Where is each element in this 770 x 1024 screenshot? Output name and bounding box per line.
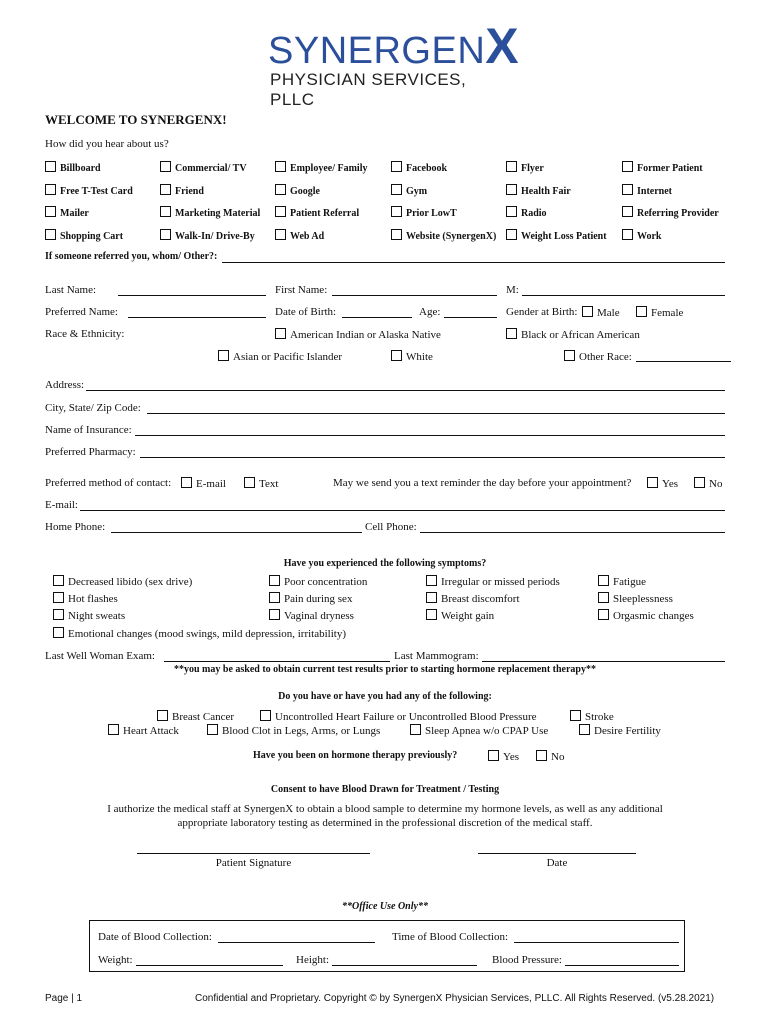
checkbox-icon[interactable]	[488, 750, 499, 761]
checkbox-icon[interactable]	[275, 229, 286, 240]
symptom-label: Vaginal dryness	[284, 610, 354, 622]
hear-option[interactable]	[506, 206, 547, 219]
race-option-label: Black or African American	[521, 329, 640, 341]
blood-pressure-field[interactable]	[565, 965, 679, 966]
race-option-label: Other Race:	[579, 351, 632, 363]
checkbox-icon[interactable]	[275, 184, 286, 195]
condition-label: Desire Fertility	[594, 725, 661, 737]
symptom-option[interactable]	[53, 592, 118, 605]
cell-phone-field[interactable]	[420, 532, 725, 533]
checkbox-icon[interactable]	[275, 328, 286, 339]
gender-female-label: Female	[651, 307, 684, 319]
collection-date-label: Date of Blood Collection:	[98, 931, 212, 943]
hear-option[interactable]	[45, 161, 101, 174]
race-option[interactable]	[275, 328, 441, 341]
company-logo	[268, 18, 520, 109]
other-race-field[interactable]	[636, 361, 731, 362]
condition-option[interactable]	[579, 724, 661, 737]
well-woman-field[interactable]	[164, 661, 390, 662]
hear-option-label: Patient Referral	[290, 208, 360, 219]
preferred-name-field[interactable]	[128, 317, 266, 318]
mammogram-label: Last Mammogram:	[394, 650, 479, 662]
logo-text: SYNERGEN	[268, 30, 486, 72]
symptom-label: Emotional changes (mood swings, mild depression, irritability)	[68, 628, 347, 640]
race-option[interactable]	[391, 350, 433, 363]
first-name-field[interactable]	[332, 295, 497, 296]
condition-option[interactable]	[410, 724, 548, 737]
preferred-name-label: Preferred Name:	[45, 306, 118, 318]
checkbox-icon[interactable]	[160, 206, 171, 217]
checkbox-icon[interactable]	[391, 229, 402, 240]
hear-option-label: Website (SynergenX)	[406, 231, 497, 242]
checkbox-icon[interactable]	[506, 161, 517, 172]
checkbox-icon[interactable]	[536, 750, 547, 761]
email-field[interactable]	[80, 510, 725, 511]
insurance-label: Name of Insurance:	[45, 424, 132, 436]
contact-text-option[interactable]	[244, 477, 278, 490]
checkbox-icon[interactable]	[45, 206, 56, 217]
weight-label: Weight:	[98, 954, 133, 966]
checkbox-icon[interactable]	[244, 477, 255, 488]
checkbox-icon[interactable]	[53, 609, 64, 620]
dob-field[interactable]	[342, 317, 412, 318]
reminder-yes-label: Yes	[662, 478, 679, 490]
mammogram-field[interactable]	[482, 661, 725, 662]
address-label: Address:	[45, 379, 85, 391]
checkbox-icon[interactable]	[275, 161, 286, 172]
hear-option[interactable]	[391, 229, 496, 242]
insurance-field[interactable]	[135, 435, 725, 436]
hear-option-label: Web Ad	[290, 231, 325, 242]
checkbox-icon[interactable]	[622, 161, 633, 172]
signature-date-field[interactable]	[478, 853, 636, 854]
gender-female-option[interactable]	[636, 306, 683, 319]
checkbox-icon[interactable]	[598, 575, 609, 586]
hear-option[interactable]	[275, 184, 320, 197]
symptom-label: Weight gain	[441, 610, 495, 622]
condition-label: Uncontrolled Heart Failure or Uncontrolled Blood Pressure	[275, 711, 537, 723]
first-name-label: First Name:	[275, 284, 328, 296]
email-label: E-mail:	[45, 499, 78, 511]
checkbox-icon[interactable]	[391, 161, 402, 172]
checkbox-icon[interactable]	[160, 161, 171, 172]
home-phone-label: Home Phone:	[45, 521, 106, 533]
city-field[interactable]	[147, 413, 725, 414]
height-label: Height:	[296, 954, 329, 966]
reminder-no-option[interactable]	[694, 477, 722, 490]
checkbox-icon[interactable]	[582, 306, 593, 317]
hear-option[interactable]	[275, 229, 324, 242]
hear-option[interactable]	[45, 229, 123, 242]
hear-option[interactable]	[160, 206, 260, 219]
condition-label: Blood Clot in Legs, Arms, or Lungs	[222, 725, 381, 737]
hear-option[interactable]	[160, 184, 204, 197]
checkbox-icon[interactable]	[45, 184, 56, 195]
checkbox-icon[interactable]	[506, 184, 517, 195]
pharmacy-label: Preferred Pharmacy:	[45, 446, 136, 458]
contact-method-label: Preferred method of contact:	[45, 477, 172, 489]
hear-option-label: Commercial/ TV	[175, 163, 247, 174]
reminder-yes-option[interactable]	[647, 477, 678, 490]
condition-label: Sleep Apnea w/o CPAP Use	[425, 725, 549, 737]
last-name-field[interactable]	[118, 295, 266, 296]
signature-label: Patient Signature	[215, 857, 292, 869]
condition-label: Heart Attack	[123, 725, 179, 737]
symptom-label: Night sweats	[68, 610, 126, 622]
condition-label: Breast Cancer	[172, 711, 234, 723]
contact-text-label: Text	[259, 478, 279, 490]
hear-question: How did you hear about us?	[45, 138, 169, 150]
checkbox-icon[interactable]	[622, 206, 633, 217]
symptom-option[interactable]	[269, 609, 354, 622]
hear-option-label: Facebook	[406, 163, 448, 174]
condition-label: Stroke	[585, 711, 614, 723]
hear-option[interactable]	[622, 161, 703, 174]
checkbox-icon[interactable]	[570, 710, 581, 721]
checkbox-icon[interactable]	[426, 609, 437, 620]
referred-label: If someone referred you, whom/ Other?:	[45, 251, 218, 262]
checkbox-icon[interactable]	[260, 710, 271, 721]
hear-option[interactable]	[275, 206, 359, 219]
office-use-heading: **Office Use Only**	[342, 901, 428, 912]
hear-option[interactable]	[160, 161, 247, 174]
hear-option[interactable]	[391, 161, 447, 174]
race-option-other[interactable]	[564, 350, 632, 363]
race-option-label: American Indian or Alaska Native	[290, 329, 441, 341]
hear-option-label: Employee/ Family	[290, 163, 368, 174]
symptom-label: Sleeplessness	[613, 593, 673, 605]
hear-option-label: Radio	[521, 208, 547, 219]
hear-option[interactable]	[622, 229, 661, 242]
checkbox-icon[interactable]	[53, 627, 64, 638]
reminder-question: May we send you a text reminder the day before your appointment?	[333, 477, 632, 489]
symptom-label: Pain during sex	[284, 593, 353, 605]
gender-male-label: Male	[597, 307, 620, 319]
symptom-option[interactable]	[426, 575, 560, 588]
collection-time-field[interactable]	[514, 942, 679, 943]
symptom-option[interactable]	[598, 609, 694, 622]
gender-male-option[interactable]	[582, 306, 620, 319]
race-option-label: Asian or Pacific Islander	[233, 351, 343, 363]
race-option-label: White	[406, 351, 433, 363]
blood-pressure-label: Blood Pressure:	[492, 954, 562, 966]
hear-option[interactable]	[160, 229, 255, 242]
symptom-option[interactable]	[269, 575, 367, 588]
hormone-yes-label: Yes	[503, 751, 520, 763]
condition-option[interactable]	[207, 724, 380, 737]
city-label: City, State/ Zip Code:	[45, 402, 141, 414]
hear-option[interactable]	[506, 184, 571, 197]
hear-option[interactable]	[45, 184, 133, 197]
symptom-option[interactable]	[426, 592, 520, 605]
signature-date-label: Date	[546, 857, 568, 869]
checkbox-icon[interactable]	[181, 477, 192, 488]
checkbox-icon[interactable]	[45, 161, 56, 172]
checkbox-icon[interactable]	[160, 184, 171, 195]
checkbox-icon[interactable]	[391, 184, 402, 195]
hear-option-label: Friend	[175, 186, 204, 197]
symptom-label: Orgasmic changes	[613, 610, 694, 622]
hear-option-label: Referring Provider	[637, 208, 719, 219]
checkbox-icon[interactable]	[45, 229, 56, 240]
checkbox-icon[interactable]	[160, 229, 171, 240]
home-phone-field[interactable]	[111, 532, 362, 533]
collection-time-label: Time of Blood Collection:	[392, 931, 509, 943]
exam-note: **you may be asked to obtain current test results prior to starting hormone replacement therapy**	[173, 664, 596, 675]
weight-field[interactable]	[136, 965, 283, 966]
checkbox-icon[interactable]	[269, 592, 280, 603]
hear-option-label: Work	[637, 231, 662, 242]
checkbox-icon[interactable]	[157, 710, 168, 721]
hormone-no-option[interactable]	[536, 750, 564, 763]
symptom-label: Irregular or missed periods	[441, 576, 560, 588]
symptom-option[interactable]	[53, 627, 346, 640]
consent-text-line2: appropriate laboratory testing as determined in the professional discretion of the medical staff.	[177, 817, 593, 829]
consent-heading: Consent to have Blood Drawn for Treatment / Testing	[270, 784, 500, 795]
symptom-option[interactable]	[598, 575, 646, 588]
hormone-question: Have you been on hormone therapy previously?	[253, 750, 458, 761]
condition-option[interactable]	[108, 724, 179, 737]
signature-field[interactable]	[137, 853, 370, 854]
hear-option[interactable]	[622, 184, 672, 197]
gender-label: Gender at Birth:	[506, 306, 578, 318]
hormone-yes-option[interactable]	[488, 750, 519, 763]
race-label: Race & Ethnicity:	[45, 328, 125, 340]
hear-option-label: Walk-In/ Drive-By	[175, 231, 255, 242]
hear-option-label: Billboard	[60, 163, 101, 174]
checkbox-icon[interactable]	[506, 206, 517, 217]
mi-label: M:	[506, 284, 519, 296]
condition-option[interactable]	[570, 710, 614, 723]
checkbox-icon[interactable]	[410, 724, 421, 735]
welcome-heading: WELCOME TO SYNERGENX!	[45, 112, 227, 127]
checkbox-icon[interactable]	[622, 229, 633, 240]
hear-option[interactable]	[391, 184, 427, 197]
condition-option[interactable]	[157, 710, 234, 723]
hear-option-label: Flyer	[521, 163, 544, 174]
checkbox-icon[interactable]	[275, 206, 286, 217]
symptom-label: Fatigue	[613, 576, 646, 588]
hear-option[interactable]	[45, 206, 89, 219]
page-number: Page | 1	[45, 993, 83, 1004]
checkbox-icon[interactable]	[647, 477, 658, 488]
reminder-no-label: No	[709, 478, 723, 490]
checkbox-icon[interactable]	[426, 592, 437, 603]
mi-field[interactable]	[522, 295, 725, 296]
checkbox-icon[interactable]	[53, 575, 64, 586]
checkbox-icon[interactable]	[391, 206, 402, 217]
conditions-heading: Do you have or have you had any of the following:	[278, 691, 492, 702]
symptom-option[interactable]	[53, 575, 192, 588]
last-name-label: Last Name:	[45, 284, 97, 296]
checkbox-icon[interactable]	[426, 575, 437, 586]
hear-option-label: Internet	[637, 186, 672, 197]
hear-option[interactable]	[275, 161, 368, 174]
hear-option-label: Marketing Material	[175, 208, 261, 219]
checkbox-icon[interactable]	[108, 724, 119, 735]
checkbox-icon[interactable]	[598, 609, 609, 620]
checkbox-icon[interactable]	[622, 184, 633, 195]
symptom-label: Breast discomfort	[441, 593, 520, 605]
condition-option[interactable]	[260, 710, 537, 723]
hear-option-label: Prior LowT	[406, 208, 457, 219]
hear-option[interactable]	[391, 206, 457, 219]
symptom-label: Hot flashes	[68, 593, 118, 605]
hear-option[interactable]	[622, 206, 719, 219]
symptom-option[interactable]	[426, 609, 494, 622]
logo-subtitle: PHYSICIAN SERVICES, PLLC	[270, 70, 467, 109]
dob-label: Date of Birth:	[275, 306, 337, 318]
well-woman-label: Last Well Woman Exam:	[45, 650, 155, 662]
checkbox-icon[interactable]	[269, 609, 280, 620]
age-field[interactable]	[444, 317, 497, 318]
symptoms-heading: Have you experienced the following symptoms?	[283, 558, 487, 569]
hear-option[interactable]	[506, 161, 544, 174]
checkbox-icon[interactable]	[579, 724, 590, 735]
hear-option-label: Mailer	[60, 208, 89, 219]
collection-date-field[interactable]	[218, 942, 375, 943]
symptom-option[interactable]	[598, 592, 673, 605]
address-field[interactable]	[86, 390, 725, 391]
symptom-option[interactable]	[53, 609, 125, 622]
symptom-label: Decreased libido (sex drive)	[68, 576, 193, 588]
checkbox-icon[interactable]	[53, 592, 64, 603]
hear-option-label: Weight Loss Patient	[521, 231, 607, 242]
hear-option-label: Google	[290, 186, 320, 197]
checkbox-icon[interactable]	[391, 350, 402, 361]
hear-option-label: Free T-Test Card	[60, 186, 133, 197]
symptom-label: Poor concentration	[284, 576, 368, 588]
hear-option[interactable]	[506, 229, 607, 242]
checkbox-icon[interactable]	[598, 592, 609, 603]
checkbox-icon[interactable]	[564, 350, 575, 361]
logo-x-mark: X	[485, 18, 520, 74]
checkbox-icon[interactable]	[694, 477, 705, 488]
symptom-option[interactable]	[269, 592, 352, 605]
checkbox-icon[interactable]	[636, 306, 647, 317]
checkbox-icon[interactable]	[269, 575, 280, 586]
hear-option-label: Gym	[406, 186, 428, 197]
age-label: Age:	[419, 306, 441, 318]
copyright-notice: Confidential and Proprietary. Copyright © by SynergenX Physician Services, PLLC. All Rights Reserved. (v5.28.2021)	[195, 993, 715, 1004]
contact-email-option[interactable]	[181, 477, 226, 490]
checkbox-icon[interactable]	[506, 328, 517, 339]
hormone-no-label: No	[551, 751, 565, 763]
hear-option-label: Health Fair	[521, 186, 571, 197]
referred-field[interactable]	[222, 262, 725, 263]
height-field[interactable]	[332, 965, 477, 966]
pharmacy-field[interactable]	[140, 457, 725, 458]
hear-option-label: Former Patient	[637, 163, 703, 174]
checkbox-icon[interactable]	[218, 350, 229, 361]
checkbox-icon[interactable]	[506, 229, 517, 240]
race-option[interactable]	[218, 350, 342, 363]
checkbox-icon[interactable]	[207, 724, 218, 735]
hear-option-label: Shopping Cart	[60, 231, 124, 242]
contact-email-label: E-mail	[196, 478, 226, 490]
cell-phone-label: Cell Phone:	[365, 521, 417, 533]
consent-text-line1: I authorize the medical staff at SynergenX to obtain a blood sample to determine my hormone levels, as well as any additional	[107, 803, 663, 815]
race-option[interactable]	[506, 328, 640, 341]
